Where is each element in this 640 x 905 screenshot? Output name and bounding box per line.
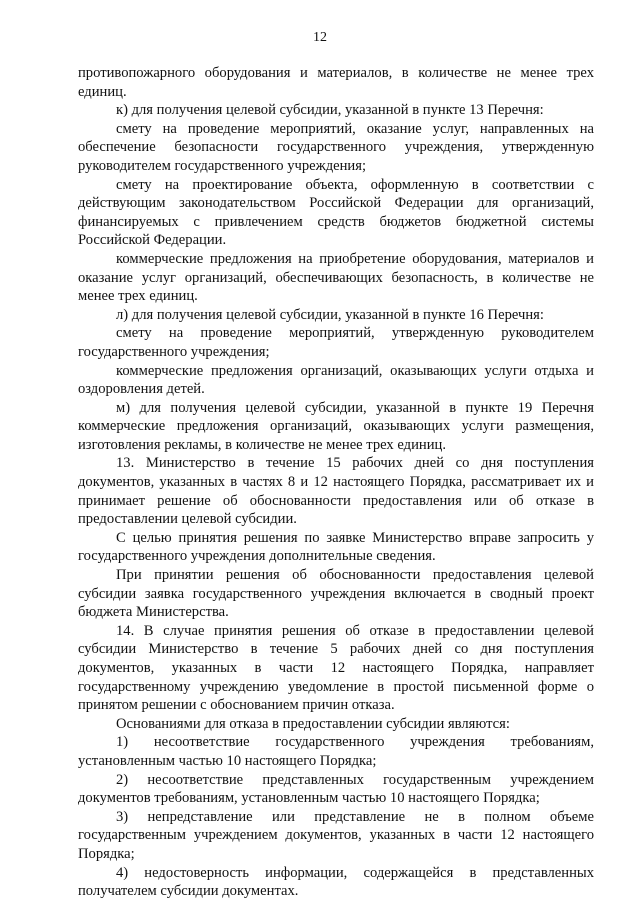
paragraph: 13. Министерство в течение 15 рабочих дней со дня поступления документов, указанных в частях 8 и 12 настоящего Порядка, рассматривает их и принимает решение об обоснованности предоставления или об отказе в предоставлении целевой субсидии.	[78, 455, 594, 528]
paragraph: смету на проведение мероприятий, утвержденную руководителем государственного учреждения;	[78, 325, 594, 360]
paragraph: 1) несоответствие государственного учреждения требованиям, установленным частью 10 настоящего Порядка;	[78, 734, 594, 769]
paragraph: коммерческие предложения на приобретение оборудования, материалов и оказание услуг организаций, обеспечивающих безопасность, в количестве не менее трех единиц.	[78, 250, 594, 305]
document-body	[78, 64, 594, 901]
paragraph: к) для получения целевой субсидии, указанной в пункте 13 Перечня:	[116, 102, 544, 119]
paragraph: смету на проведение мероприятий, оказание услуг, направленных на обеспечение безопасности государственного учреждения, утвержденную руководителем государственного учреждения;	[78, 120, 594, 174]
paragraph: 4) недостоверность информации, содержащейся в представленных получателем субсидии документах.	[78, 864, 594, 900]
paragraph: коммерческие предложения организаций, оказывающих услуги отдыха и оздоровления детей.	[78, 362, 594, 398]
paragraph: л) для получения целевой субсидии, указанной в пункте 16 Перечня:	[116, 306, 544, 323]
page-number: 12	[313, 30, 327, 45]
paragraph: При принятии решения об обоснованности предоставления целевой субсидии заявка государственного учреждения включается в сводный проект бюджета Министерства.	[78, 567, 594, 621]
paragraph: Основаниями для отказа в предоставлении субсидии являются:	[116, 715, 510, 732]
paragraph: смету на проектирование объекта, оформленную в соответствии с действующим законодательством Российской Федерации для организаций, финансируемых с привлечением средств бюджетов бюджетной системы Российской Федерации.	[78, 176, 594, 249]
paragraph: м) для получения целевой субсидии, указанной в пункте 19 Перечня коммерческие предложения организаций, оказывающих услуги размещения, изготовления рекламы, в количестве не менее трех единиц.	[78, 399, 594, 453]
paragraph: противопожарного оборудования и материалов, в количестве не менее трех единиц.	[78, 65, 594, 100]
paragraph: 3) непредставление или представление не в полном объеме государственным учреждением документов, указанных в части 12 настоящего Порядка;	[78, 808, 594, 862]
paragraph: 2) несоответствие представленных государственным учреждением документов требованиям, установленным частью 10 настоящего Порядка;	[78, 771, 594, 807]
paragraph: С целью принятия решения по заявке Министерство вправе запросить у государственного учреждения дополнительные сведения.	[78, 529, 594, 565]
paragraph: 14. В случае принятия решения об отказе в предоставлении целевой субсидии Министерство в течение 5 рабочих дней со дня поступления документов, указанных в части 12 настоящего Порядка, направляет государственному учреждению уведомление в простой письменной форме о принятом решении с обоснованием причин отказа.	[78, 622, 594, 714]
